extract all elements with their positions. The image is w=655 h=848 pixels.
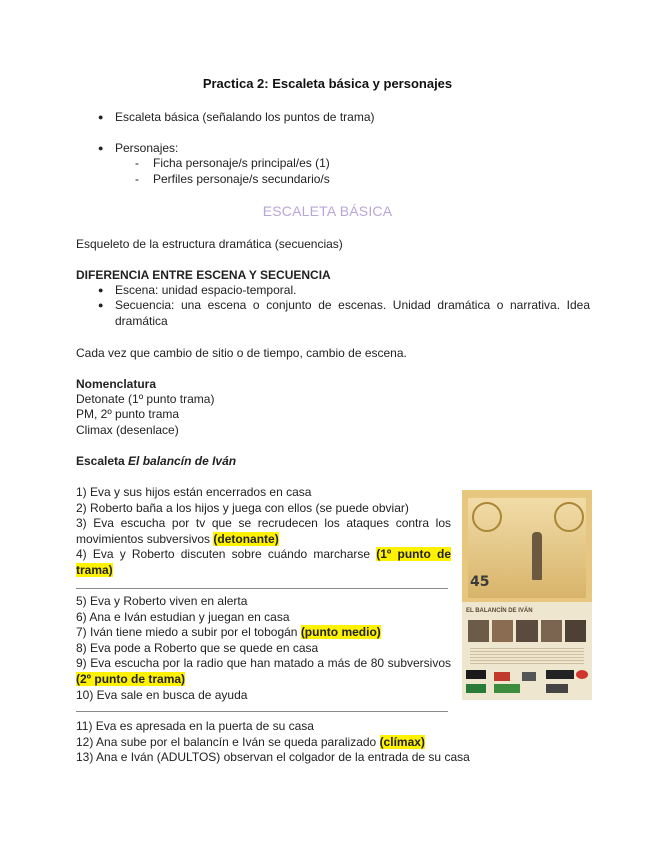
escaleta-item [76,656,451,687]
escena-definition: Escena: unidad espacio-temporal. [115,283,297,297]
escaleta-item-text: 9) Eva escucha por la radio que han matado a más de 80 subversivos [76,656,451,670]
poster-credits [470,648,584,664]
bullet-icon: ● [98,285,104,295]
secuencia-definition: Secuencia: una escena o conjunto de escenas. Unidad dramática o narrativa. Idea dramática [115,298,590,328]
cast-photo [541,620,562,642]
poster-cast-row [468,620,586,642]
personajes-subitem: Ficha personaje/s principal/es (1) [153,156,330,170]
escaleta-item [76,516,451,547]
page-title: Practica 2: Escaleta básica y personajes [202,76,453,91]
escaleta-item: 8) Eva pode a Roberto que se quede en casa [76,641,319,655]
plot-point-highlight: (clímax) [379,735,425,749]
escaleta-item: 11) Eva es apresada en la puerta de su casa [76,719,314,733]
personajes-subitem: Perfiles personaje/s secundario/s [153,172,330,186]
escaleta-heading-prefix: Escaleta [76,454,129,468]
diferencia-heading: DIFERENCIA ENTRE ESCENA Y SECUENCIA [76,268,331,282]
intro-bullet: Personajes: [115,141,179,155]
escaleta-item [76,625,381,640]
escaleta-item: 5) Eva y Roberto viven en alerta [76,594,248,608]
plot-point-highlight: (punto medio) [300,625,381,639]
intro-bullet: Escaleta básica (señalando los puntos de trama) [115,110,375,124]
nomenclatura-heading: Nomenclatura [76,377,157,391]
film-title: El balancín de Iván [128,454,237,468]
cast-photo [492,620,513,642]
cast-photo [565,620,586,642]
escaleta-heading [76,454,236,469]
nomenclatura-line: Climax (desenlace) [76,423,179,437]
dash-marker: - [135,172,139,186]
nomenclatura-line: Detonate (1º punto trama) [76,392,215,406]
escaleta-item: 2) Roberto baña a los hijos y juega con ellos (se puede obviar) [76,501,409,515]
escaleta-item: 6) Ana e Iván estudian y juegan en casa [76,610,290,624]
dash-marker: - [135,156,139,170]
escaleta-item-text: 4) Eva y Roberto discuten sobre cuándo marcharse [76,547,377,561]
escaleta-item [76,547,451,578]
cada-vez-text: Cada vez que cambio de sitio o de tiempo, cambio de escena. [76,346,407,360]
escaleta-item: 1) Eva y sus hijos están encerrados en casa [76,485,312,499]
nomenclatura-line: PM, 2º punto trama [76,407,180,421]
escaleta-item-text: 12) Ana sube por el balancín e Iván se queda paralizado [76,735,380,749]
section-title: ESCALETA BÁSICA [262,203,393,219]
escaleta-item [76,735,425,750]
cast-photo [516,620,537,642]
bullet-icon: ● [98,143,104,153]
plot-point-highlight: (2º punto de trama) [76,671,186,686]
poster-logos [464,668,590,696]
sponsor-logo [546,670,574,679]
laurel-icon [554,502,584,532]
escaleta-item-text: 7) Iván tiene miedo a subir por el tobogán [76,625,301,639]
sponsor-logo [522,672,536,681]
bullet-icon: ● [98,300,104,310]
cast-photo [468,620,489,642]
act-separator [76,711,448,712]
escaleta-item: 10) Eva sale en busca de ayuda [76,688,248,702]
plot-point-highlight: (1º punto de trama) [76,547,452,577]
sponsor-logo [494,684,520,693]
poster-film-title: EL BALANCÍN DE IVÁN [466,608,533,614]
laurel-icon [472,502,502,532]
esqueleto-text: Esqueleto de la estructura dramática (secuencias) [76,237,343,251]
bullet-icon: ● [98,112,104,122]
sponsor-logo [576,670,588,679]
act-separator [76,588,448,589]
sponsor-logo [466,684,486,693]
poster-figure [532,532,542,580]
plot-point-highlight: (detonante) [213,531,279,546]
sponsor-logo [546,684,568,693]
sponsor-logo [466,670,486,679]
sponsor-logo [494,672,510,681]
poster-number: 45 [470,574,490,590]
escaleta-item: 13) Ana e Iván (ADULTOS) observan el colgador de la entrada de su casa [76,750,470,764]
escaleta-item-text: 3) Eva escucha por tv que se recrudecen los ataques contra los movimientos subversivos [76,516,451,546]
film-poster-image [462,490,592,700]
